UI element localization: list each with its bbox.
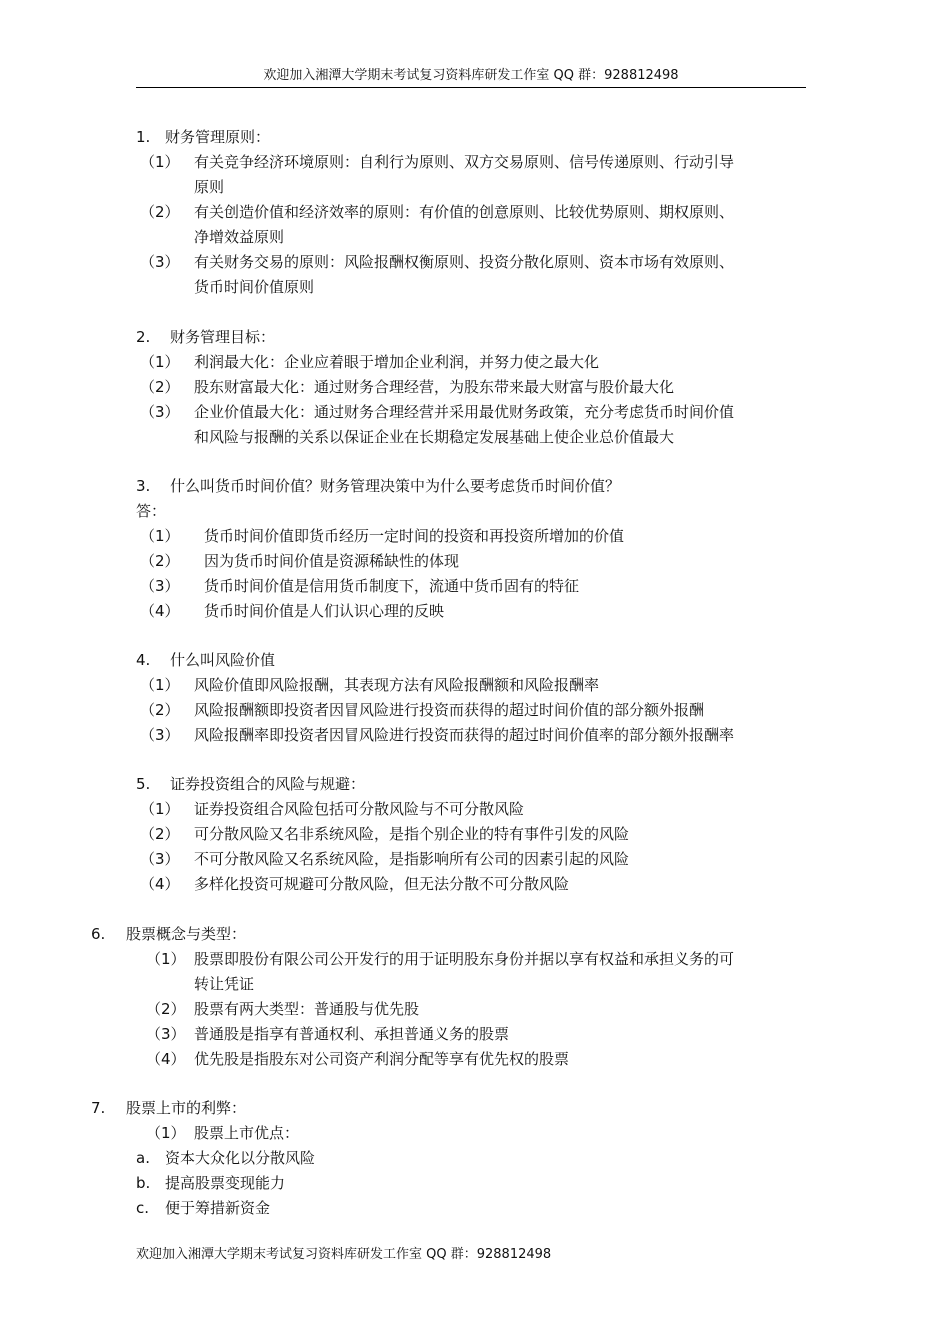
list-item-text: 风险报酬额即投资者因冒风险进行投资而获得的超过时间价值的部分额外报酬 [194, 701, 705, 719]
list-item-marker: （1） [140, 527, 180, 545]
section-title: 证券投资组合的风险与规避： [170, 775, 366, 793]
list-item-text: 净增效益原则 [194, 228, 285, 246]
sub-item-marker: c. [136, 1199, 150, 1217]
sub-item-marker: b. [136, 1174, 151, 1192]
list-item-text: 原则 [194, 178, 225, 196]
sub-item-marker: a. [136, 1149, 150, 1167]
list-item-text: 因为货币时间价值是资源稀缺性的体现 [204, 552, 460, 570]
section-number: 5. [136, 775, 151, 793]
list-item-marker: （2） [140, 203, 180, 221]
list-item-marker: （4） [140, 602, 180, 620]
list-item-text: 股票即股份有限公司公开发行的用于证明股东身份并据以享有权益和承担义务的可 [194, 950, 735, 968]
list-item-text: 企业价值最大化：通过财务合理经营并采用最优财务政策，充分考虑货币时间价值 [194, 403, 735, 421]
list-item-marker: （3） [140, 577, 180, 595]
list-item-marker: （1） [146, 950, 186, 968]
list-item-text: 证券投资组合风险包括可分散风险与不可分散风险 [194, 800, 525, 818]
section-title: 财务管理原则： [165, 128, 271, 146]
list-item-text: 货币时间价值即货币经历一定时间的投资和再投资所增加的价值 [204, 527, 625, 545]
section-number: 4. [136, 651, 151, 669]
list-item-marker: （1） [146, 1124, 186, 1142]
list-item-text: 有关创造价值和经济效率的原则：有价值的创意原则、比较优势原则、期权原则、 [194, 203, 735, 221]
page-header: 欢迎加入湘潭大学期末考试复习资料库研发工作室 QQ 群：928812498 [263, 68, 679, 83]
list-item-marker: （3） [140, 726, 180, 744]
section-title: 股票概念与类型： [126, 925, 247, 943]
list-item-text: 多样化投资可规避可分散风险，但无法分散不可分散风险 [194, 875, 570, 893]
list-item-marker: （1） [140, 353, 180, 371]
list-item-marker: （4） [146, 1050, 186, 1068]
section-title: 什么叫货币时间价值？财务管理决策中为什么要考虑货币时间价值？ [170, 477, 621, 495]
list-item-text: 可分散风险又名非系统风险，是指个别企业的特有事件引发的风险 [194, 825, 630, 843]
list-item-marker: （2） [140, 701, 180, 719]
sub-item-text: 提高股票变现能力 [165, 1174, 286, 1192]
page-footer: 欢迎加入湘潭大学期末考试复习资料库研发工作室 QQ 群：928812498 [136, 1247, 552, 1262]
section-title: 什么叫风险价值 [170, 651, 276, 669]
list-item-text: 普通股是指享有普通权利、承担普通义务的股票 [194, 1025, 510, 1043]
list-item-text: 货币时间价值是人们认识心理的反映 [204, 602, 445, 620]
list-item-marker: （2） [146, 1000, 186, 1018]
section-number: 6. [91, 925, 106, 943]
list-item-marker: （1） [140, 153, 180, 171]
section-number: 3. [136, 477, 151, 495]
section-title: 财务管理目标： [170, 328, 276, 346]
list-item-text: 股票有两大类型：普通股与优先股 [194, 1000, 420, 1018]
list-item-text: 风险报酬率即投资者因冒风险进行投资而获得的超过时间价值率的部分额外报酬率 [194, 726, 735, 744]
list-item-text: 股票上市优点： [194, 1124, 300, 1142]
sub-item-text: 资本大众化以分散风险 [165, 1149, 316, 1167]
list-item-marker: （3） [140, 403, 180, 421]
list-item-marker: （2） [140, 378, 180, 396]
list-item-marker: （3） [140, 253, 180, 271]
list-item-marker: （3） [140, 850, 180, 868]
section-title: 股票上市的利弊： [126, 1099, 247, 1117]
list-item-text: 和风险与报酬的关系以保证企业在长期稳定发展基础上使企业总价值最大 [194, 428, 675, 446]
list-item-text: 货币时间价值是信用货币制度下，流通中货币固有的特征 [204, 577, 580, 595]
sub-item-text: 便于筹措新资金 [165, 1199, 271, 1217]
answer-label: 答： [136, 502, 167, 520]
list-item-marker: （3） [146, 1025, 186, 1043]
section-number: 7. [91, 1099, 106, 1117]
list-item-text: 转让凭证 [194, 975, 255, 993]
section-number: 1. [136, 128, 151, 146]
list-item-text: 利润最大化：企业应着眼于增加企业利润，并努力使之最大化 [194, 353, 600, 371]
list-item-text: 股东财富最大化：通过财务合理经营，为股东带来最大财富与股价最大化 [194, 378, 675, 396]
header-divider [136, 87, 806, 88]
section-number: 2. [136, 328, 151, 346]
list-item-marker: （2） [140, 825, 180, 843]
list-item-marker: （1） [140, 800, 180, 818]
list-item-marker: （2） [140, 552, 180, 570]
list-item-text: 不可分散风险又名系统风险，是指影响所有公司的因素引起的风险 [194, 850, 630, 868]
list-item-marker: （4） [140, 875, 180, 893]
list-item-text: 有关财务交易的原则：风险报酬权衡原则、投资分散化原则、资本市场有效原则、 [194, 253, 735, 271]
list-item-text: 风险价值即风险报酬，其表现方法有风险报酬额和风险报酬率 [194, 676, 600, 694]
list-item-text: 货币时间价值原则 [194, 278, 315, 296]
list-item-marker: （1） [140, 676, 180, 694]
list-item-text: 有关竞争经济环境原则：自利行为原则、双方交易原则、信号传递原则、行动引导 [194, 153, 735, 171]
list-item-text: 优先股是指股东对公司资产利润分配等享有优先权的股票 [194, 1050, 570, 1068]
